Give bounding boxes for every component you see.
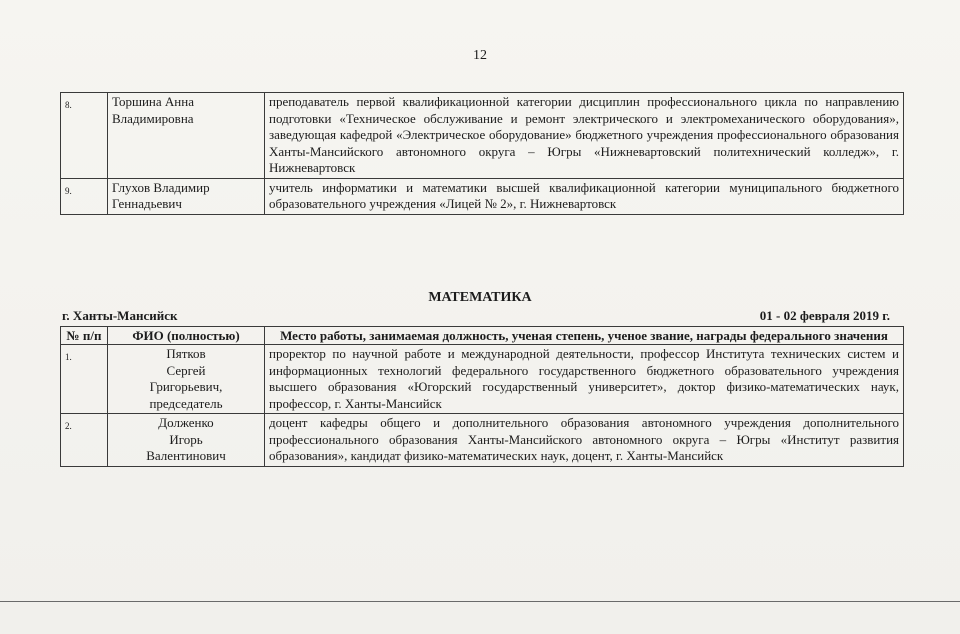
math-jury-table <box>60 326 904 467</box>
name-line: Пятков <box>166 346 206 361</box>
name-line: Владимировна <box>112 110 194 126</box>
member-name <box>108 93 265 179</box>
name-line: Валентинович <box>146 448 226 463</box>
member-name <box>108 414 265 467</box>
member-description: проректор по научной работе и международной деятельности, профессор Института технических систем и информационных технологий федерального государственного бюджетного образовательного учреждения высшего образования «Югорский государственный университет», доктор физико-математических наук, профессор, г. Ханты-Мансийск <box>265 345 904 414</box>
row-number: 1. <box>61 345 108 414</box>
page-number: 12 <box>473 48 487 63</box>
name-line: Григорьевич, <box>149 379 223 394</box>
row-number: 8. <box>61 93 108 179</box>
member-description: учитель информатики и математики высшей квалификационной категории муниципального бюджетного образовательного учреждения «Лицей № 2», г. Нижневартовск <box>265 178 904 214</box>
event-date: 01 - 02 февраля 2019 г. <box>759 308 890 323</box>
member-name <box>108 345 265 414</box>
section-title: МАТЕМАТИКА <box>428 290 532 305</box>
members-table-continued <box>60 92 904 215</box>
table-row <box>61 93 904 179</box>
member-description: доцент кафедры общего и дополнительного образования автономного учреждения дополнительного профессионального образования Ханты-Мансийского автономного округа – Югры «Институт развития образования», кандидат физико-математических наук, доцент, г. Ханты-Мансийск <box>265 414 904 467</box>
event-place: г. Ханты-Мансийск <box>62 308 178 323</box>
column-header-desc: Место работы, занимаемая должность, ученая степень, ученое звание, награды федерального значения <box>265 327 904 345</box>
row-number: 2. <box>61 414 108 467</box>
column-header-num: № п/п <box>61 327 108 345</box>
member-description: преподаватель первой квалификационной категории дисциплин профессионального цикла по направлению подготовки «Техническое обслуживание и ремонт электрического и электромеханического оборудования», заведующая кафедрой «Электрическое оборудование» бюджетного учреждения профессионального образования Ханты-Мансийского автономного округа – Югры «Нижневартовский политехнический колледж», г. Нижневартовск <box>265 93 904 179</box>
table-row <box>61 178 904 214</box>
name-line: Игорь <box>169 431 203 447</box>
table-row <box>61 414 904 467</box>
name-line: Сергей <box>166 362 206 378</box>
name-line: председатель <box>149 395 223 411</box>
table-row <box>61 345 904 414</box>
member-name <box>108 178 265 214</box>
page-bottom-rule <box>0 601 960 602</box>
row-number: 9. <box>61 178 108 214</box>
table-header-row <box>61 327 904 345</box>
column-header-fio: ФИО (полностью) <box>108 327 265 345</box>
name-line: Торшина Анна <box>112 94 194 109</box>
name-line: Долженко <box>158 415 214 430</box>
name-line: Геннадьевич <box>112 196 182 211</box>
name-line: Глухов Владимир <box>112 179 210 195</box>
